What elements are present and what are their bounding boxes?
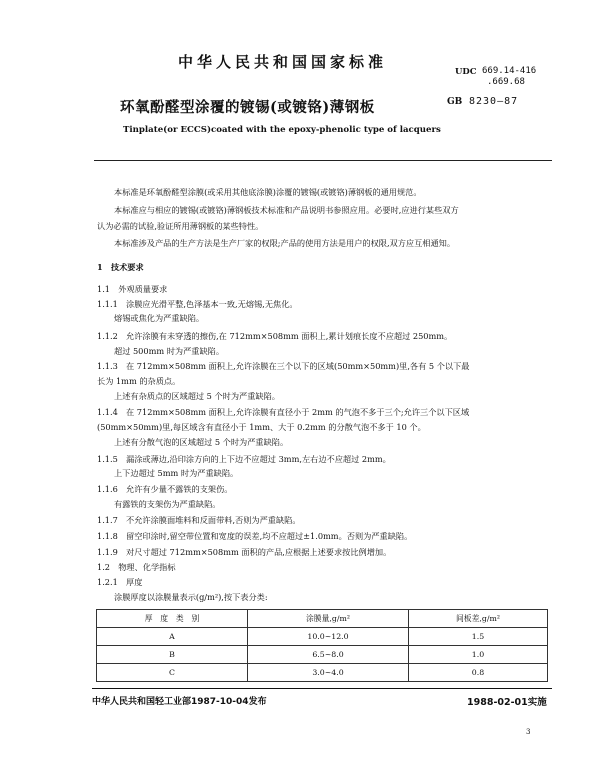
page-number: 3 (526, 728, 531, 736)
table-intro: 涂膜厚度以涂膜量表示(g/m²),按下表分类: (114, 592, 268, 602)
section-1-heading: 1 技术要求 (97, 262, 144, 272)
section-1-1-1-note: 熔锡或焦化为严重缺陷。 (114, 313, 205, 323)
udc-line-2: .669.68 (487, 77, 525, 87)
section-1-1-3-note: 上述有杂质点的区域超过 5 个时为严重缺陷。 (114, 391, 280, 401)
section-1-2-1: 1.2.1 厚度 (97, 577, 143, 587)
table-cell: A (97, 628, 248, 646)
table-cell: 6.5~8.0 (248, 646, 409, 664)
section-1-1-5a: 1.1.5 漏涂或薄边,沿印涂方向的上下边不应超过 3mm,左右边不应超过 2mm。 (97, 454, 391, 464)
table-cell: B (97, 646, 248, 664)
section-1-1-4-note: 上述有分散气泡的区域超过 5 个时为严重缺陷。 (114, 437, 289, 447)
gb-label: GB (447, 97, 463, 107)
table-cell: 0.8 (409, 664, 548, 682)
udc-label: UDC (455, 67, 477, 77)
intro-paragraph-2a: 本标准应与相应的镀锡(或镀铬)薄钢板技术标准和产品说明书参照应用。必要时,应进行某些双方 (114, 205, 459, 215)
section-1-1-3a: 1.1.3 在 712mm×508mm 面积上,允许涂膜在三个以下的区域(50mm×50mm)里,各有 5 个以下最 (97, 361, 470, 371)
standard-title: 中华人民共和国国家标准 (178, 53, 388, 71)
section-1-1-7: 1.1.7 不允许涂膜面堆料和反面带料,否则为严重缺陷。 (97, 515, 301, 525)
table-header-cell: 厚 度 类 别 (97, 610, 248, 628)
udc-code (482, 66, 536, 88)
section-1-1-5-note: 上下边超过 5mm 时为严重缺陷。 (114, 468, 239, 478)
issued-date: 中华人民共和国轻工业部1987-10-04发布 (92, 697, 267, 707)
intro-paragraph-1: 本标准是环氧酚醛型涂膜(或采用其他底涂膜)涂覆的镀锡(或镀铬)薄钢板的通用规范。 (114, 187, 422, 197)
table-header-row (97, 610, 548, 628)
section-1-1-8: 1.1.8 留空印涂时,留空带位置和宽度的误差,均不应超过±1.0mm。否则为严重缺陷。 (97, 531, 413, 541)
footer-divider (92, 688, 552, 689)
table-cell: 3.0~4.0 (248, 664, 409, 682)
section-1-1-4b: (50mm×50mm)里,每区域含有直径小于 1mm、大于 0.2mm 的分散气泡不多于 10 个。 (97, 422, 426, 432)
table-cell: 1.0 (409, 646, 548, 664)
table-header-cell: 涂膜量,g/m² (248, 610, 409, 628)
section-1-1-2: 1.1.2 允许涂膜有未穿透的擦伤,在 712mm×508mm 面积上,累计划痕长度不应超过 250mm。 (97, 331, 453, 341)
table-cell: 1.5 (409, 628, 548, 646)
section-1-1-6a: 1.1.6 允许有少量不露铁的支架伤。 (97, 484, 233, 494)
english-title: Tinplate(or ECCS)coated with the epoxy-phenolic type of lacquers (123, 125, 441, 135)
section-1-1-3b: 长为 1mm 的杂质点。 (97, 376, 181, 386)
section-1-1-6-note: 有露铁的支架伤为严重缺陷。 (114, 499, 221, 509)
gb-number: 8230—87 (469, 96, 519, 107)
effective-date: 1988-02-01实施 (467, 697, 547, 708)
table-row (97, 646, 548, 664)
table-cell: C (97, 664, 248, 682)
section-1-1-4a: 1.1.4 在 712mm×508mm 面积上,允许涂膜有直径小于 2mm 的气泡不多于三个;允许三个以下区域 (97, 407, 470, 417)
section-1-2: 1.2 物理、化学指标 (97, 562, 176, 572)
section-1-1: 1.1 外观质量要求 (97, 284, 168, 294)
document-title: 环氧酚醛型涂覆的镀锡(或镀铬)薄钢板 (120, 99, 375, 116)
section-1-1-2-note: 超过 500mm 时为严重缺陷。 (114, 346, 225, 356)
section-1-1-9: 1.1.9 对尺寸超过 712mm×508mm 面积的产品,应根据上述要求按比例增加。 (97, 547, 392, 557)
thickness-table (96, 609, 548, 682)
intro-paragraph-3: 本标准涉及产品的生产方法是生产厂家的权限;产品的使用方法是用户的权限,双方应互相通知。 (114, 238, 456, 248)
table-header-cell: 间板差,g/m² (409, 610, 548, 628)
udc-line-1: 669.14-416 (482, 66, 537, 76)
table-row (97, 628, 548, 646)
intro-paragraph-2b: 认为必需的试验,验证所用薄钢板的某些特性。 (97, 221, 264, 231)
table-row (97, 664, 548, 682)
table-cell: 10.0~12.0 (248, 628, 409, 646)
header-divider (94, 160, 552, 161)
section-1-1-1: 1.1.1 涂膜应光滑平整,色泽基本一致,无熔锡,无焦化。 (97, 299, 298, 309)
